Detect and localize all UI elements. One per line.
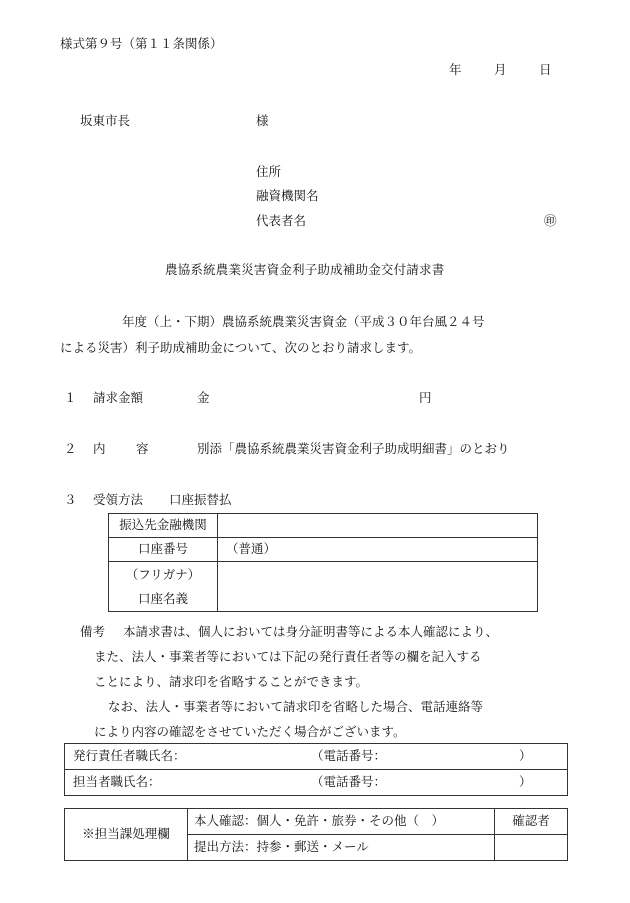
item-1-suffix: 円 xyxy=(419,390,432,405)
staff-phone-close: ） xyxy=(511,770,568,796)
item-2-label-b: 容 xyxy=(136,441,149,456)
addressee-name: 坂東市長 xyxy=(80,113,131,128)
staff-phone-label: （電話番号： xyxy=(303,770,511,796)
table-row xyxy=(65,744,568,770)
responsible-person-table xyxy=(64,743,568,796)
confirmer-seal-box[interactable] xyxy=(495,835,568,861)
addressee-honorific: 様 xyxy=(256,113,269,128)
date-day: 日 xyxy=(539,62,552,77)
form-number: 様式第９号（第１１条関係） xyxy=(60,36,223,51)
seal-mark: ㊞ xyxy=(544,213,557,228)
document-title: 農協系統農業災害資金利子助成補助金交付請求書 xyxy=(165,262,445,277)
item-3-number: ３ xyxy=(64,492,77,507)
submission-method-row: 提出方法：持参・郵送・メール xyxy=(188,835,495,861)
item-2-label-a: 内 xyxy=(93,441,106,456)
bank-name-value[interactable] xyxy=(218,514,538,538)
remarks-line-4: なお、法人・事業者等において請求印を省略した場合、電話連絡等 xyxy=(108,699,484,714)
staff-name-label: 担当者職氏名： xyxy=(65,770,304,796)
confirmer-header: 確認者 xyxy=(495,809,568,835)
table-row xyxy=(65,770,568,796)
item-1-prefix: 金 xyxy=(197,390,210,405)
table-row xyxy=(65,809,568,835)
account-number-value[interactable]: （普通） xyxy=(218,538,538,562)
issuer-phone-close: ） xyxy=(511,744,568,770)
remarks-line-1: 本請求書は、個人においては身分証明書等による本人確認により、 xyxy=(123,624,499,639)
table-row xyxy=(109,538,538,562)
office-processing-table xyxy=(64,808,568,861)
item-1-number: １ xyxy=(64,390,77,405)
applicant-institution-label: 融資機関名 xyxy=(256,188,319,203)
account-number-label: 口座番号 xyxy=(109,538,218,562)
date-month: 月 xyxy=(494,62,507,77)
account-holder-value[interactable] xyxy=(218,562,538,612)
furigana-label: （フリガナ） xyxy=(125,566,201,582)
applicant-address-label: 住所 xyxy=(256,164,282,179)
remarks-label: 備考 xyxy=(80,624,106,639)
intro-line-2: による災害）利子助成補助金について、次のとおり請求します。 xyxy=(60,340,422,355)
office-processing-header: ※担当課処理欄 xyxy=(65,809,188,861)
remarks-line-5: により内容の確認をさせていただく場合がございます。 xyxy=(94,724,406,739)
remarks-line-2: また、法人・事業者等においては下記の発行責任者等の欄を記入する xyxy=(94,649,482,664)
date-year: 年 xyxy=(449,62,462,77)
bank-name-label: 振込先金融機関 xyxy=(109,514,218,538)
bank-transfer-table xyxy=(108,513,538,612)
item-2-value: 別添「農協系統農業災害資金利子助成明細書」のとおり xyxy=(197,441,510,456)
issuer-phone-label: （電話番号： xyxy=(303,744,511,770)
item-2-number: ２ xyxy=(64,441,77,456)
remarks-line-3: ことにより、請求印を省略することができます。 xyxy=(94,674,369,689)
applicant-representative-label: 代表者名 xyxy=(256,213,307,228)
intro-line-1: 年度（上・下期）農協系統農業災害資金（平成３０年台風２４号 xyxy=(122,314,485,329)
table-row xyxy=(109,514,538,538)
issuer-name-label: 発行責任者職氏名： xyxy=(65,744,304,770)
item-3-label: 受領方法 xyxy=(93,492,144,507)
account-holder-label xyxy=(109,562,218,612)
item-1-label: 請求金額 xyxy=(93,390,144,405)
table-row xyxy=(109,562,538,612)
item-3-value: 口座振替払 xyxy=(169,492,232,507)
identity-check-row: 本人確認：個人・免許・旅券・その他（ ） xyxy=(188,809,495,835)
account-holder-name-label: 口座名義 xyxy=(137,590,188,606)
